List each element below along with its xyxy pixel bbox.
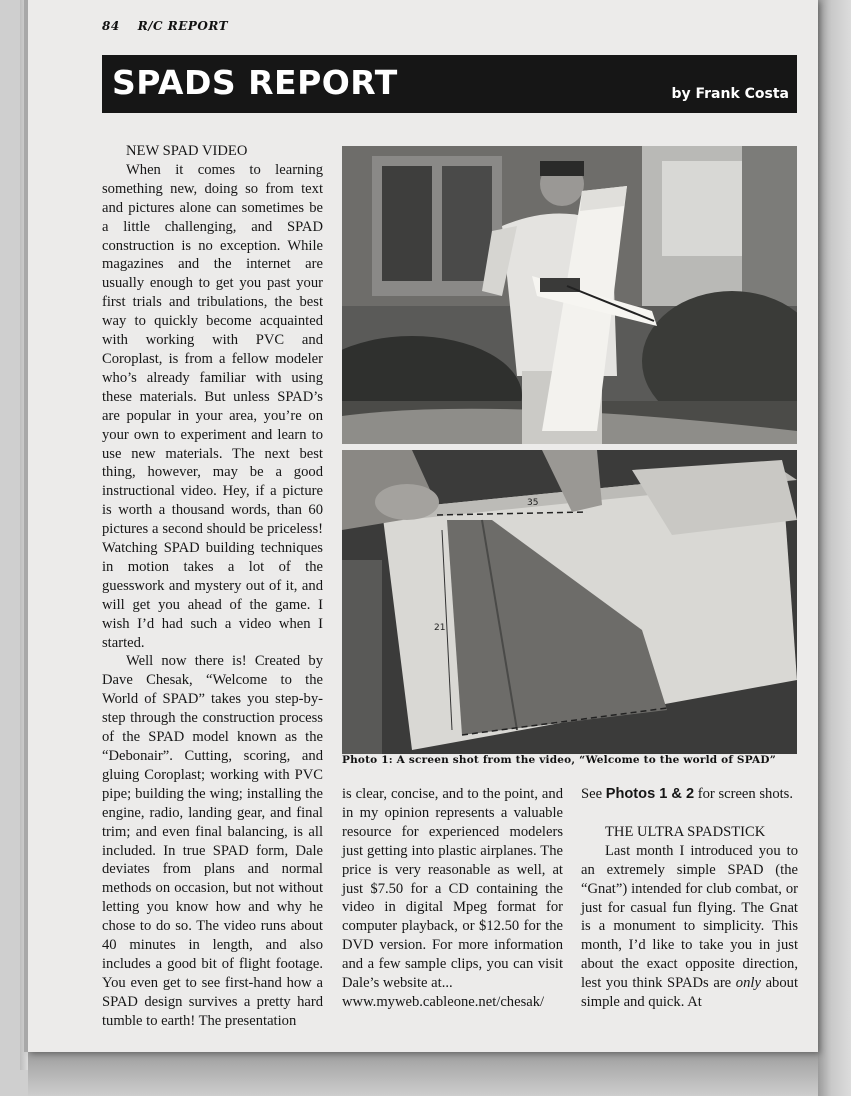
article-column-1 — [102, 142, 323, 1031]
page-bottom-shadow — [28, 1052, 818, 1096]
photo-reference-suffix: for screen shots. — [694, 786, 794, 802]
template-label-length: 35 — [527, 498, 539, 508]
spadstick-text-italic: only — [735, 975, 761, 992]
article-column-3 — [581, 785, 798, 1012]
photo-caption: Photo 1: A screen shot from the video, “Welcome to the world of SPAD” — [342, 754, 776, 766]
running-head — [102, 19, 228, 33]
photo-modeler-with-plane — [342, 146, 797, 444]
photo-reference — [581, 785, 798, 804]
page-number: 84 — [102, 19, 120, 33]
spadstick-text-a: Last month I introduced you to an extremely simple SPAD (the “Gnat”) intended for club combat, or just for casual fun flying. The Gnat is a monument to simplicity. This month, I’d like to take you in just about the exact opposite direction, lest you think SPADs are — [581, 842, 798, 992]
photo-modeler-image — [342, 146, 797, 444]
section-heading-ultra-spadstick: THE ULTRA SPADSTICK — [605, 823, 766, 840]
paragraph-intro: When it comes to learning something new, doing so from text and pictures alone can sometimes be a little challenging, and SPAD construction is no exception. While magazines and the internet are usually enough to get you past your first trials and tribulations, the best way to quickly become acquainted with working with PVC and Coroplast, is from a fellow modeler who’s already familiar with using these materials. But unless SPAD’s are popular in your area, you’re on your own to experiment and learn to use new materials. The next best thing, however, may be a good instructional video. Hey, if a picture is worth a thousand words, than 60 pictures a second should be priceless! Watching SPAD building techniques in motion takes a lot of the guesswork and mystery out of it, and will get you ahead of the game. I wish I’d had such a video when I started. — [102, 161, 323, 651]
template-label-height: 21 — [434, 623, 446, 633]
photo-template-image — [342, 450, 797, 754]
next-page-edge — [818, 0, 851, 1096]
photo-reference-bold: Photos 1 & 2 — [605, 786, 695, 802]
paragraph-video: Well now there is! Created by Dave Chesak, “Welcome to the World of SPAD” takes you step-by-step through the construction process of the SPAD model known as the “Debonair”. Cutting, scoring, and gluing Coroplast; working with PVC pipe; building the wing; installing the engine, radio, landing gear, and final trim; and even final balancing, is all included. In true SPAD form, Dale deviates from plans and normal methods on occasion, but not without letting you know how and why he chose to do so. The video runs about 40 minutes in length, and also includes a good bit of flight footage. You even get to see first-hand how a SPAD design survives a pretty hard tumble to earth! The presentation — [102, 653, 323, 1029]
section-heading-new-spad-video: NEW SPAD VIDEO — [126, 143, 248, 159]
paragraph-continuation: is clear, concise, and to the point, and in my opinion represents a valuable resource for experienced modelers just getting into plastic airplanes. The price is very reasonable as well, at just $7.50 for a CD containing the video in digital Mpeg format for computer playback, or $12.50 for the DVD version. For more information and a few sample clips, you can visit Dale’s website at... — [342, 786, 563, 992]
photo-reference-prefix: See — [581, 786, 606, 802]
banner-title: SPADS REPORT — [112, 63, 398, 102]
magazine-name: R/C REPORT — [137, 19, 229, 33]
section-banner — [102, 55, 797, 113]
article-column-2 — [342, 785, 563, 1012]
website-url: www.myweb.cableone.net/chesak/ — [342, 993, 545, 1010]
photo-template-cutting — [342, 450, 797, 754]
author-byline: by Frank Costa — [671, 86, 789, 102]
paragraph-ultra-spadstick — [581, 842, 798, 1012]
spadstick-text-b: about simple and quick. At — [581, 975, 798, 1011]
